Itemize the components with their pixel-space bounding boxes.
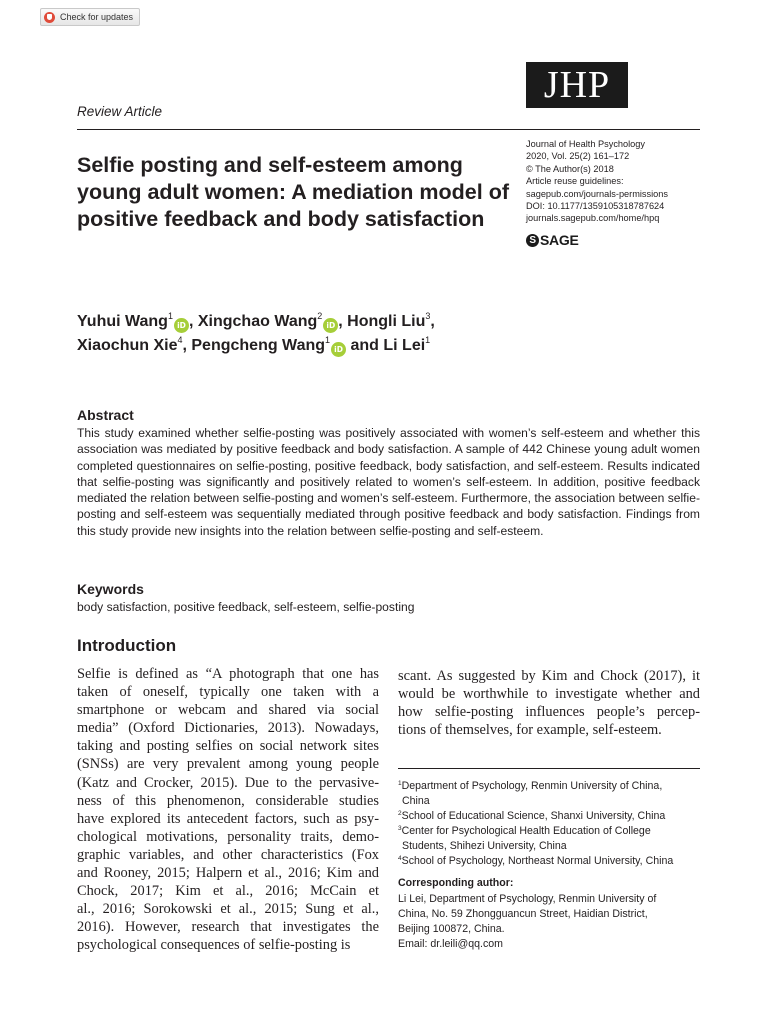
author-name: Yuhui Wang (77, 313, 168, 330)
body-text-line: chological motivations, personality traits, demo- (77, 828, 379, 845)
footnote-text-continued: Students, Shihezi University, China (402, 840, 567, 852)
author-affiliation-number: 1 (325, 335, 331, 345)
author-affiliation-number: 2 (317, 311, 323, 321)
author-name: Pengcheng Wang (191, 337, 326, 354)
footnote-number: 2 (398, 810, 402, 817)
affiliation-footnotes (398, 779, 708, 869)
reuse-guidelines-label: Article reuse guidelines: (526, 176, 624, 187)
corresponding-author-heading: Corresponding author: (398, 877, 514, 889)
publisher-name: SAGE (540, 232, 579, 248)
footnote-number: 4 (398, 855, 402, 862)
body-text-line: would be worthwhile to investigate whether and (398, 686, 700, 703)
author-affiliation-number: 4 (177, 335, 183, 345)
author-separator: , (182, 337, 192, 354)
author-affiliation-number: 3 (425, 311, 431, 321)
abstract-text: This study examined whether selfie-posting was positively associated with women’s self-esteem and whether this association was mediated by positive feedback and body satisfaction. A sample of 442 Chinese young adult women completed questionnaires on selfie-posting, positive feedback, body satisfaction, and self-esteem. Results indicated that selfie-posting was significantly and positively related to women’s self-esteem. In addition, positive feedback mediated the relation between selfie-posting and women’s self-esteem. Furthermore, the association between selfie-posting and self-esteem was sequentially mediated through positive feedback and body satisfaction. Findings from this study provide new insights into the relation between selfie-posting and self-esteem. (77, 426, 700, 538)
body-text-line: psychological consequences of selfie-posting is (77, 937, 351, 954)
author-name: Li Lei (383, 337, 426, 354)
body-text-line: scant. As suggested by Kim and Chock (2017), it (398, 668, 700, 684)
body-text-line: Selfie is defined as “A photograph that one has (77, 666, 379, 682)
body-text-line: and Rooney, 2015; Halpern et al., 2016; Kim and (77, 865, 379, 882)
journal-name: Journal of Health Psychology (526, 139, 645, 149)
body-text-line: taken of oneself, typically one taken with a (77, 684, 379, 701)
corresponding-address-line: Li Lei, Department of Psychology, Renmin University of (398, 893, 657, 905)
body-text-line: (Katz and Crocker, 2015). Due to the pervasive- (77, 774, 379, 791)
body-text-line: taking and posting selfies on social network sites (77, 738, 379, 755)
body-text-line: have explored its antecedent factors, such as psy- (77, 810, 379, 827)
author-affiliation-number: 1 (167, 311, 173, 321)
corresponding-email[interactable]: Email: dr.leili@qq.com (398, 938, 503, 950)
body-text-line: 2016). However, research that investigates the (77, 919, 379, 936)
affiliation-footnote (398, 824, 708, 854)
footnote-text: Department of Psychology, Renmin University of China, (401, 780, 663, 792)
author-separator: , (430, 313, 435, 330)
corresponding-author-details (398, 892, 698, 952)
journal-home-link[interactable]: journals.sagepub.com/home/hpq (526, 213, 660, 224)
corresponding-address-line: China, No. 59 Zhongguancun Street, Haidian District, (398, 908, 648, 920)
body-text-line: Chock, 2017; Kim et al., 2016; McCain et (77, 883, 379, 900)
affiliation-footnote (398, 854, 708, 869)
affiliation-footnote (398, 809, 708, 824)
journal-volume: 2020, Vol. 25(2) 161–172 (526, 151, 630, 162)
footnote-text: School of Psychology, Northeast Normal University, China (401, 855, 674, 867)
sage-icon: S (526, 234, 539, 247)
journal-logo: JHP (526, 62, 628, 108)
orcid-icon[interactable]: iD (323, 318, 338, 333)
permissions-link[interactable]: sagepub.com/journals-permissions (526, 188, 668, 199)
footnote-number: 3 (398, 825, 402, 832)
header-divider (77, 129, 700, 130)
author-separator: , (338, 313, 348, 330)
author-list (77, 310, 517, 358)
publisher-logo (526, 233, 578, 247)
bookmark-icon (44, 12, 55, 23)
keywords-text: body satisfaction, positive feedback, self-esteem, selfie-posting (77, 600, 415, 614)
introduction-left-column (77, 665, 379, 955)
footnote-text-continued: China (402, 795, 430, 807)
footnote-number: 1 (398, 780, 402, 787)
author-name: Xiaochun Xie (77, 337, 178, 354)
introduction-heading: Introduction (77, 636, 177, 655)
orcid-icon[interactable]: iD (174, 318, 189, 333)
body-text-line: ness of this phenomenon, considerable studies (77, 792, 379, 809)
doi-link[interactable]: DOI: 10.1177/1359105318787624 (526, 201, 665, 212)
keywords-heading: Keywords (77, 581, 144, 597)
body-text-line: how selfie-posting influences people’s percep- (398, 704, 700, 721)
body-text-line: al., 2016; Sorokowski et al., 2015; Sung et al., (77, 901, 379, 918)
check-for-updates-label: Check for updates (60, 12, 134, 22)
journal-metadata (526, 138, 668, 225)
author-name: Hongli Liu (347, 313, 426, 330)
footnote-text: School of Educational Science, Shanxi University, China (401, 810, 666, 822)
body-text-line: smartphone or webcam and shared via social (77, 702, 379, 719)
check-for-updates-button[interactable] (40, 8, 140, 26)
body-text-line: graphic variables, and other characteristics (Fox (77, 846, 379, 863)
affiliation-footnote (398, 779, 708, 809)
body-text-line: media” (Oxford Dictionaries, 2013). Nowadays, (77, 720, 379, 737)
corresponding-address-line: Beijing 100872, China. (398, 923, 505, 935)
footnote-divider (398, 768, 700, 769)
author-affiliation-number: 1 (425, 335, 431, 345)
orcid-icon[interactable]: iD (331, 342, 346, 357)
footnote-text: Center for Psychological Health Education of College (401, 825, 651, 837)
article-title: Selfie posting and self-esteem among young adult women: A mediation model of positive feedback and body satisfaction (77, 153, 509, 231)
author-separator: and (346, 337, 384, 354)
copyright-line: © The Author(s) 2018 (526, 163, 614, 174)
body-text-line: tions of themselves, for example, self-esteem. (398, 722, 662, 739)
introduction-right-column (398, 667, 700, 739)
article-type: Review Article (77, 104, 163, 119)
abstract-heading: Abstract (77, 407, 134, 423)
body-text-line: (SNSs) are very prevalent among young people (77, 756, 379, 773)
author-separator: , (188, 313, 198, 330)
author-name: Xingchao Wang (197, 313, 318, 330)
